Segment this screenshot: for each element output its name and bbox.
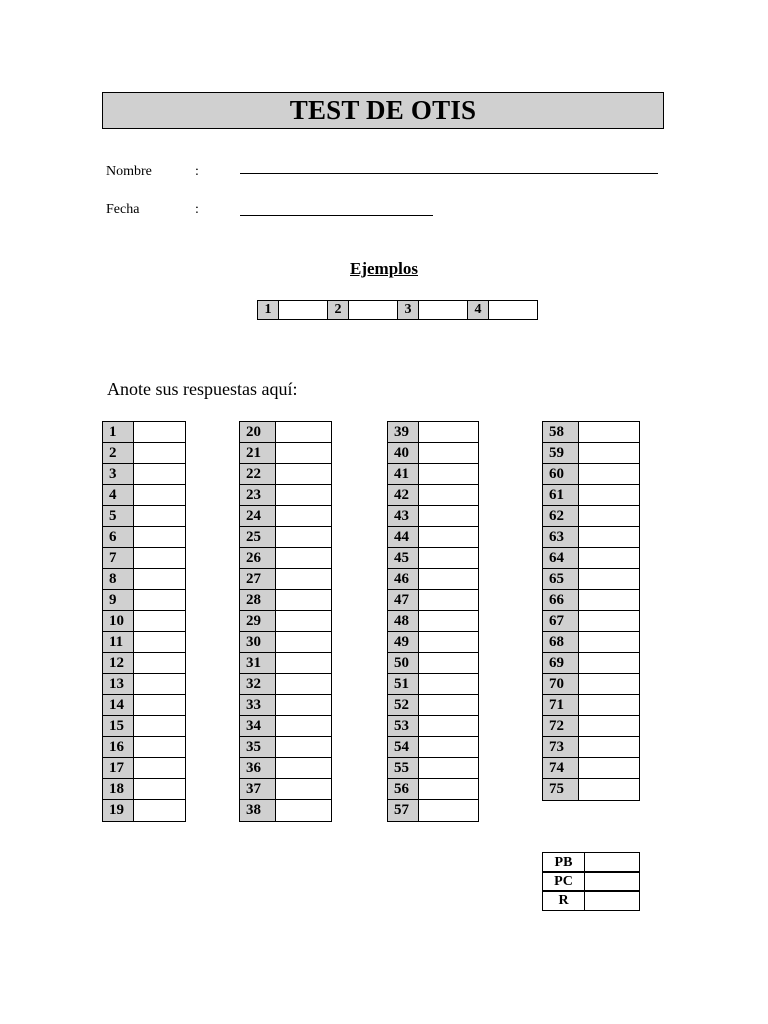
date-field-line[interactable] xyxy=(240,215,433,216)
question-number-cell: 74 xyxy=(542,757,579,780)
answer-cell[interactable] xyxy=(578,673,640,696)
answer-cell[interactable] xyxy=(578,421,640,444)
score-label: R xyxy=(542,890,585,911)
question-number-cell: 75 xyxy=(542,778,579,801)
answer-row xyxy=(542,547,640,569)
question-number-cell: 4 xyxy=(102,484,134,507)
question-number-cell: 16 xyxy=(102,736,134,759)
score-label: PB xyxy=(542,852,585,873)
answer-row xyxy=(102,547,186,569)
question-number-cell: 58 xyxy=(542,421,579,444)
question-number-cell: 61 xyxy=(542,484,579,507)
question-number-cell: 41 xyxy=(387,463,419,486)
question-number-cell: 54 xyxy=(387,736,419,759)
answer-cell[interactable] xyxy=(275,652,332,675)
answer-row xyxy=(387,631,479,653)
answer-cell[interactable] xyxy=(578,652,640,675)
score-row xyxy=(542,890,640,910)
answer-row xyxy=(239,694,332,716)
answer-cell[interactable] xyxy=(133,526,186,549)
answer-row xyxy=(239,421,332,443)
answer-row xyxy=(239,799,332,821)
question-number-cell: 46 xyxy=(387,568,419,591)
question-number-cell: 32 xyxy=(239,673,276,696)
answer-row xyxy=(387,463,479,485)
answer-row xyxy=(387,652,479,674)
question-number-cell: 39 xyxy=(387,421,419,444)
answer-row xyxy=(387,421,479,443)
answer-cell[interactable] xyxy=(133,547,186,570)
answer-cell[interactable] xyxy=(418,652,479,675)
answer-cell[interactable] xyxy=(133,505,186,528)
question-number-cell: 69 xyxy=(542,652,579,675)
example-answer-cell[interactable] xyxy=(278,300,328,320)
answer-row xyxy=(542,715,640,737)
answer-row xyxy=(102,589,186,611)
answer-cell[interactable] xyxy=(275,610,332,633)
question-number-cell: 35 xyxy=(239,736,276,759)
answer-row xyxy=(542,526,640,548)
question-number-cell: 7 xyxy=(102,547,134,570)
question-number-cell: 68 xyxy=(542,631,579,654)
answer-cell[interactable] xyxy=(275,799,332,822)
question-number-cell: 9 xyxy=(102,589,134,612)
answer-row xyxy=(387,778,479,800)
example-number-cell: 2 xyxy=(327,300,349,320)
question-number-cell: 3 xyxy=(102,463,134,486)
answer-cell[interactable] xyxy=(418,589,479,612)
question-number-cell: 12 xyxy=(102,652,134,675)
answer-row xyxy=(102,631,186,653)
question-number-cell: 72 xyxy=(542,715,579,738)
example-number-cell: 3 xyxy=(397,300,419,320)
answer-cell[interactable] xyxy=(578,694,640,717)
question-number-cell: 42 xyxy=(387,484,419,507)
question-number-cell: 50 xyxy=(387,652,419,675)
answer-cell[interactable] xyxy=(133,736,186,759)
name-separator: : xyxy=(195,164,199,179)
answer-cell[interactable] xyxy=(133,631,186,654)
question-number-cell: 1 xyxy=(102,421,134,444)
answer-cell[interactable] xyxy=(418,715,479,738)
answer-row xyxy=(102,736,186,758)
instructions-text: Anote sus respuestas aquí: xyxy=(107,379,298,399)
answer-cell[interactable] xyxy=(133,421,186,444)
answer-cell[interactable] xyxy=(418,673,479,696)
example-answer-cell[interactable] xyxy=(418,300,468,320)
answer-cell[interactable] xyxy=(418,463,479,486)
question-number-cell: 47 xyxy=(387,589,419,612)
question-number-cell: 44 xyxy=(387,526,419,549)
question-number-cell: 49 xyxy=(387,631,419,654)
answer-cell[interactable] xyxy=(133,715,186,738)
answer-row xyxy=(542,442,640,464)
answer-cell[interactable] xyxy=(133,568,186,591)
answer-cell[interactable] xyxy=(578,526,640,549)
answer-cell[interactable] xyxy=(418,421,479,444)
answer-row xyxy=(102,463,186,485)
question-number-cell: 26 xyxy=(239,547,276,570)
answer-row xyxy=(387,589,479,611)
answer-row xyxy=(387,673,479,695)
score-value-cell[interactable] xyxy=(584,852,640,873)
answer-cell[interactable] xyxy=(418,568,479,591)
answer-cell[interactable] xyxy=(578,442,640,465)
answer-cell[interactable] xyxy=(275,589,332,612)
answer-row xyxy=(102,778,186,800)
answer-row xyxy=(102,715,186,737)
answer-cell[interactable] xyxy=(133,652,186,675)
question-number-cell: 2 xyxy=(102,442,134,465)
question-number-cell: 11 xyxy=(102,631,134,654)
question-number-cell: 63 xyxy=(542,526,579,549)
score-value-cell[interactable] xyxy=(584,871,640,892)
question-number-cell: 53 xyxy=(387,715,419,738)
answer-cell[interactable] xyxy=(133,757,186,780)
question-number-cell: 73 xyxy=(542,736,579,759)
example-answer-cell[interactable] xyxy=(488,300,538,320)
question-number-cell: 27 xyxy=(239,568,276,591)
question-number-cell: 14 xyxy=(102,694,134,717)
answer-column xyxy=(542,421,640,800)
answer-row xyxy=(102,610,186,632)
question-number-cell: 30 xyxy=(239,631,276,654)
answer-cell[interactable] xyxy=(578,547,640,570)
answer-row xyxy=(387,568,479,590)
question-number-cell: 10 xyxy=(102,610,134,633)
answer-row xyxy=(239,652,332,674)
question-number-cell: 64 xyxy=(542,547,579,570)
answer-cell[interactable] xyxy=(275,736,332,759)
date-separator: : xyxy=(195,202,199,217)
score-row xyxy=(542,852,640,872)
question-number-cell: 67 xyxy=(542,610,579,633)
answer-row xyxy=(387,757,479,779)
question-number-cell: 36 xyxy=(239,757,276,780)
examples-row xyxy=(257,300,538,320)
answer-cell[interactable] xyxy=(578,568,640,591)
answer-row xyxy=(239,484,332,506)
answer-row xyxy=(542,694,640,716)
answer-row xyxy=(102,505,186,527)
question-number-cell: 71 xyxy=(542,694,579,717)
answer-column xyxy=(102,421,186,821)
question-number-cell: 23 xyxy=(239,484,276,507)
answer-row xyxy=(239,442,332,464)
answer-row xyxy=(542,631,640,653)
answer-cell[interactable] xyxy=(418,757,479,780)
question-number-cell: 22 xyxy=(239,463,276,486)
answer-row xyxy=(239,547,332,569)
answer-cell[interactable] xyxy=(275,757,332,780)
answer-cell[interactable] xyxy=(133,799,186,822)
answer-row xyxy=(542,589,640,611)
answer-column xyxy=(387,421,479,821)
question-number-cell: 5 xyxy=(102,505,134,528)
answer-row xyxy=(102,526,186,548)
question-number-cell: 45 xyxy=(387,547,419,570)
answer-cell[interactable] xyxy=(578,715,640,738)
question-number-cell: 19 xyxy=(102,799,134,822)
answer-row xyxy=(239,736,332,758)
question-number-cell: 57 xyxy=(387,799,419,822)
answer-cell[interactable] xyxy=(275,673,332,696)
answer-cell[interactable] xyxy=(133,778,186,801)
answer-cell[interactable] xyxy=(133,694,186,717)
answer-cell[interactable] xyxy=(578,610,640,633)
title-box xyxy=(102,92,664,129)
answer-cell[interactable] xyxy=(578,505,640,528)
question-number-cell: 59 xyxy=(542,442,579,465)
answer-cell[interactable] xyxy=(418,610,479,633)
answer-row xyxy=(542,757,640,779)
answer-row xyxy=(239,526,332,548)
question-number-cell: 70 xyxy=(542,673,579,696)
answer-cell[interactable] xyxy=(418,778,479,801)
answer-row xyxy=(542,463,640,485)
answer-cell[interactable] xyxy=(275,694,332,717)
question-number-cell: 31 xyxy=(239,652,276,675)
answer-row xyxy=(239,589,332,611)
answer-row xyxy=(239,568,332,590)
question-number-cell: 33 xyxy=(239,694,276,717)
answer-row xyxy=(542,484,640,506)
answer-row xyxy=(239,505,332,527)
answer-cell[interactable] xyxy=(275,778,332,801)
answer-row xyxy=(542,568,640,590)
answer-cell[interactable] xyxy=(578,463,640,486)
examples-heading: Ejemplos xyxy=(350,259,418,278)
answer-row xyxy=(542,421,640,443)
answer-row xyxy=(542,778,640,800)
answer-cell[interactable] xyxy=(275,505,332,528)
answer-row xyxy=(387,526,479,548)
question-number-cell: 66 xyxy=(542,589,579,612)
answer-row xyxy=(102,673,186,695)
answer-row xyxy=(542,505,640,527)
name-field-line[interactable] xyxy=(240,173,658,174)
answer-cell[interactable] xyxy=(133,442,186,465)
question-number-cell: 40 xyxy=(387,442,419,465)
question-number-cell: 60 xyxy=(542,463,579,486)
question-number-cell: 8 xyxy=(102,568,134,591)
answer-cell[interactable] xyxy=(275,526,332,549)
answer-cell[interactable] xyxy=(418,442,479,465)
question-number-cell: 20 xyxy=(239,421,276,444)
answer-column xyxy=(239,421,332,821)
question-number-cell: 15 xyxy=(102,715,134,738)
answer-cell[interactable] xyxy=(275,568,332,591)
question-number-cell: 37 xyxy=(239,778,276,801)
answer-row xyxy=(387,505,479,527)
answer-cell[interactable] xyxy=(133,463,186,486)
answer-row xyxy=(239,715,332,737)
question-number-cell: 18 xyxy=(102,778,134,801)
answer-row xyxy=(387,442,479,464)
score-table xyxy=(542,852,640,910)
question-number-cell: 17 xyxy=(102,757,134,780)
answer-cell[interactable] xyxy=(418,799,479,822)
answer-cell[interactable] xyxy=(578,631,640,654)
answer-row xyxy=(387,799,479,821)
question-number-cell: 56 xyxy=(387,778,419,801)
answer-cell[interactable] xyxy=(418,484,479,507)
question-number-cell: 55 xyxy=(387,757,419,780)
answer-row xyxy=(387,610,479,632)
answer-cell[interactable] xyxy=(578,736,640,759)
question-number-cell: 13 xyxy=(102,673,134,696)
score-row xyxy=(542,871,640,891)
answer-cell[interactable] xyxy=(133,484,186,507)
date-label: Fecha xyxy=(106,202,140,217)
answer-row xyxy=(387,694,479,716)
answer-cell[interactable] xyxy=(418,547,479,570)
answer-row xyxy=(387,736,479,758)
question-number-cell: 62 xyxy=(542,505,579,528)
answer-row xyxy=(239,673,332,695)
answer-row xyxy=(102,568,186,590)
answer-cell[interactable] xyxy=(578,484,640,507)
question-number-cell: 25 xyxy=(239,526,276,549)
question-number-cell: 52 xyxy=(387,694,419,717)
answer-cell[interactable] xyxy=(275,484,332,507)
question-number-cell: 43 xyxy=(387,505,419,528)
question-number-cell: 21 xyxy=(239,442,276,465)
answer-cell[interactable] xyxy=(418,505,479,528)
score-value-cell[interactable] xyxy=(584,890,640,911)
question-number-cell: 51 xyxy=(387,673,419,696)
answer-row xyxy=(387,547,479,569)
example-answer-cell[interactable] xyxy=(348,300,398,320)
answer-cell[interactable] xyxy=(418,526,479,549)
answer-row xyxy=(387,484,479,506)
score-label: PC xyxy=(542,871,585,892)
question-number-cell: 29 xyxy=(239,610,276,633)
answer-cell[interactable] xyxy=(275,463,332,486)
answer-cell[interactable] xyxy=(275,421,332,444)
answer-row xyxy=(102,442,186,464)
question-number-cell: 6 xyxy=(102,526,134,549)
answer-row xyxy=(102,484,186,506)
answer-cell[interactable] xyxy=(133,589,186,612)
answer-cell[interactable] xyxy=(133,673,186,696)
example-number-cell: 4 xyxy=(467,300,489,320)
answer-cell[interactable] xyxy=(275,631,332,654)
answer-row xyxy=(542,652,640,674)
answer-cell[interactable] xyxy=(275,715,332,738)
answer-row xyxy=(102,652,186,674)
answer-row xyxy=(102,694,186,716)
answer-row xyxy=(102,421,186,443)
answer-cell[interactable] xyxy=(418,694,479,717)
answer-cell[interactable] xyxy=(133,610,186,633)
answer-row xyxy=(239,610,332,632)
example-number-cell: 1 xyxy=(257,300,279,320)
name-label: Nombre xyxy=(106,164,152,179)
answer-row xyxy=(239,631,332,653)
question-number-cell: 48 xyxy=(387,610,419,633)
answer-cell[interactable] xyxy=(578,589,640,612)
answer-row xyxy=(239,757,332,779)
answer-row xyxy=(239,463,332,485)
answer-cell[interactable] xyxy=(275,547,332,570)
answer-cell[interactable] xyxy=(578,757,640,780)
question-number-cell: 28 xyxy=(239,589,276,612)
answer-row xyxy=(387,715,479,737)
answer-cell[interactable] xyxy=(578,778,640,801)
answer-row xyxy=(102,799,186,821)
answer-cell[interactable] xyxy=(275,442,332,465)
question-number-cell: 38 xyxy=(239,799,276,822)
answer-row xyxy=(542,673,640,695)
answer-cell[interactable] xyxy=(418,736,479,759)
answer-row xyxy=(542,610,640,632)
answer-row xyxy=(542,736,640,758)
question-number-cell: 34 xyxy=(239,715,276,738)
answer-row xyxy=(239,778,332,800)
question-number-cell: 24 xyxy=(239,505,276,528)
answer-row xyxy=(102,757,186,779)
answer-cell[interactable] xyxy=(418,631,479,654)
question-number-cell: 65 xyxy=(542,568,579,591)
page-title: TEST DE OTIS xyxy=(289,95,477,125)
